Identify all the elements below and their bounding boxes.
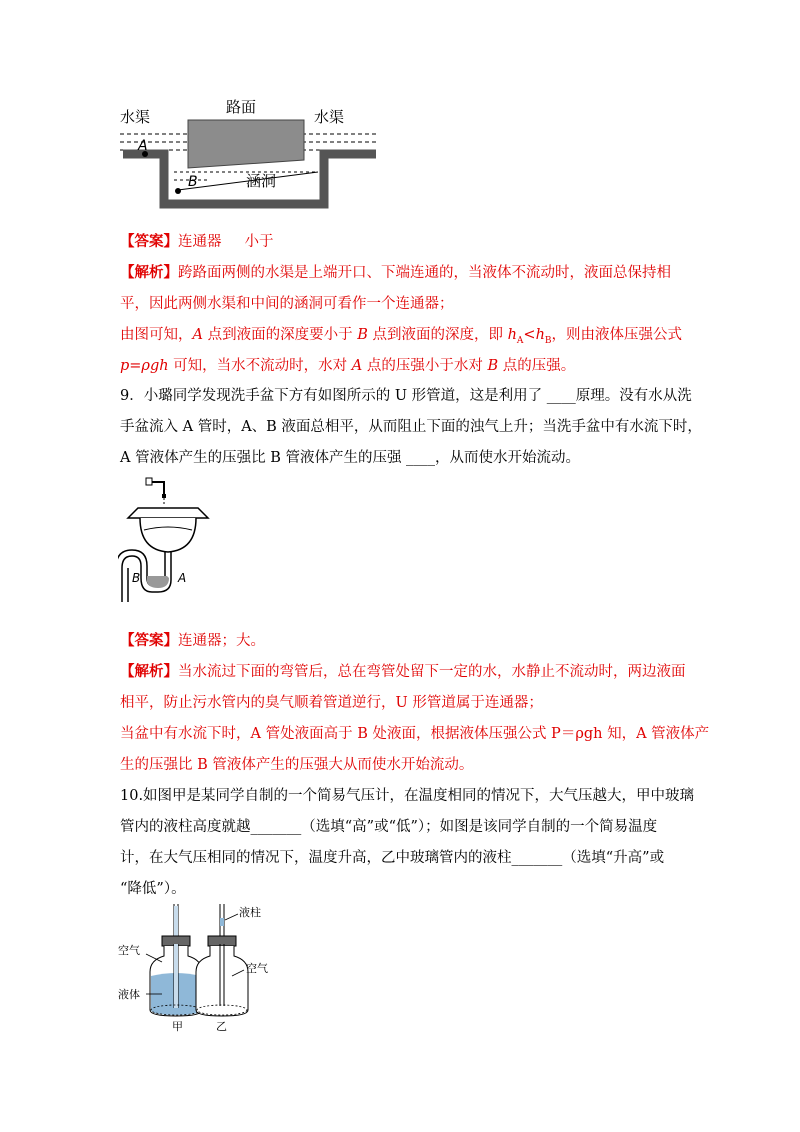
answer-tag: 【答案】 — [120, 632, 178, 649]
right-canal-label: 水渠 — [314, 108, 345, 126]
point-b-dot — [175, 188, 181, 194]
left-canal-label: 水渠 — [120, 108, 151, 126]
q8-analysis-line-2: 平，因此两侧水渠和中间的涵洞可看作一个连通器； — [120, 296, 454, 312]
q9-analysis-line-4: 生的压强比 B 管液体产生的压强大从而使水开始流动。 — [120, 757, 474, 773]
canal-culvert-figure — [118, 92, 388, 217]
q9-line-3: A 管液体产生的压强比 B 管液体产生的压强 ____，从而使水开始流动。 — [120, 450, 581, 466]
road-label: 路面 — [226, 98, 257, 116]
bottle-barometer-figure — [116, 900, 306, 1032]
air-label-right: 空气 — [246, 962, 268, 975]
jia-label: 甲 — [172, 1020, 183, 1032]
q8-answer — [120, 232, 274, 252]
q9-line-1: 9．小璐同学发现洗手盆下方有如图所示的 U 形管道，这是利用了 ____原理。没有水从洗 — [120, 388, 692, 404]
analysis-text: 跨路面两侧的水渠是上端开口、下端连通的，当液体不流动时，液面总保持相 — [178, 265, 671, 281]
liquid-label: 液体 — [118, 988, 140, 1001]
q10-line-2: 管内的液柱高度就越_______（选填“高”或“低”）；如图是该同学自制的一个简易温度 — [120, 819, 658, 835]
analysis-text: 当水流过下面的弯管后，总在弯管处留下一定的水，水静止不流动时，两边液面 — [178, 664, 686, 680]
answer-tag: 【答案】 — [120, 233, 178, 250]
label-b: B — [132, 571, 141, 585]
culvert-label: 涵洞 — [246, 172, 277, 190]
q10-line-4: “降低”）。 — [120, 881, 186, 897]
q10-line-3: 计，在大气压相同的情况下，温度升高，乙中玻璃管内的液柱_______（选填“升高”或 — [120, 850, 665, 866]
air-label-left: 空气 — [118, 944, 140, 957]
q10-line-1: 10.如图甲是某同学自制的一个简易气压计，在温度相同的情况下，大气压越大，甲中玻璃 — [120, 788, 695, 804]
u-pipe-basin-figure — [118, 472, 228, 604]
answer-text: 连通器 小于 — [178, 234, 274, 250]
q8-analysis-line-4: p=ρgh 可知，当水不流动时，水对 A 点的压强小于水对 B 点的压强。 — [120, 358, 576, 374]
analysis-tag: 【解析】 — [120, 663, 178, 680]
q8-analysis-line-1 — [120, 263, 671, 283]
analysis-tag: 【解析】 — [120, 264, 178, 281]
q9-answer — [120, 631, 265, 651]
yi-label: 乙 — [216, 1020, 227, 1032]
q8-analysis-line-3: 由图可知，A 点到液面的深度要小于 B 点到液面的深度，即 $h_A<h_B$，则由液体压强公式 — [120, 327, 683, 346]
label-a: A — [178, 571, 187, 585]
answer-text: 连通器；大。 — [178, 633, 265, 649]
point-b-label: B — [188, 174, 198, 190]
column-label: 液柱 — [239, 906, 261, 919]
point-a-label: A — [138, 138, 148, 154]
q9-analysis-line-2: 相平，防止污水管内的臭气顺着管道逆行，U 形管道属于连通器； — [120, 695, 543, 711]
q9-analysis-line-3: 当盆中有水流下时，A 管处液面高于 B 处液面，根据液体压强公式 P＝ρgh 知，A 管液体产 — [120, 726, 710, 742]
bottle-yi — [196, 904, 248, 1016]
q9-line-2: 手盆流入 A 管时，A、B 液面总相平，从而阻止下面的浊气上升；当洗手盆中有水流下时， — [120, 419, 702, 435]
q9-analysis-line-1 — [120, 662, 686, 682]
